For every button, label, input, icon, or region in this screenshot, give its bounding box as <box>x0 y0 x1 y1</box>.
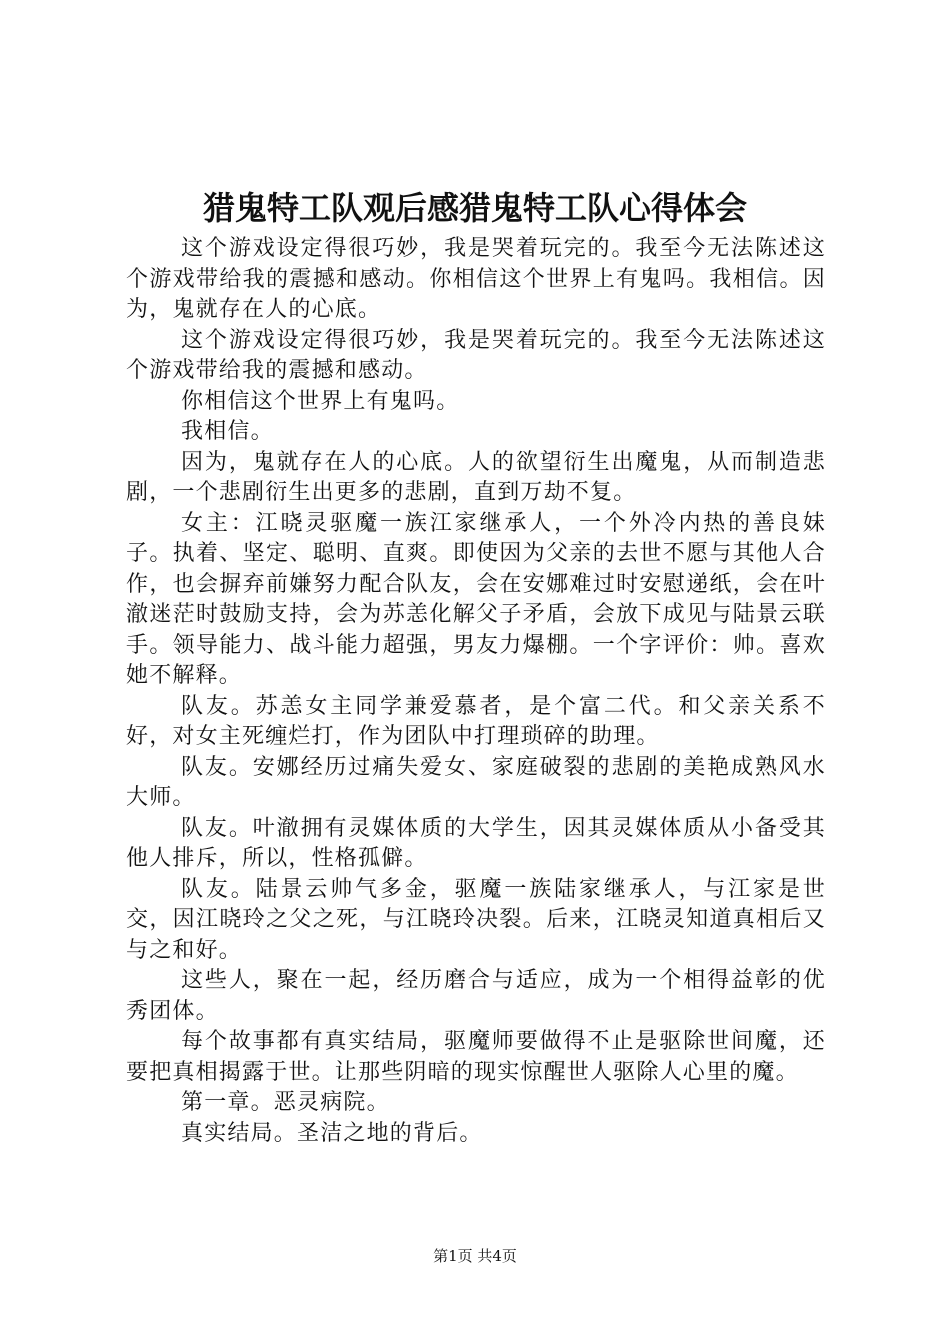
document-title: 猎鬼特工队观后感猎鬼特工队心得体会 <box>202 189 747 227</box>
page-number-footer: 第1页 共4页 <box>433 1247 517 1265</box>
paragraph: 真实结局。圣洁之地的背后。 <box>181 1120 483 1146</box>
paragraph: 队友。陆景云帅气多金，驱魔一族陆家继承人，与江家是世交，因江晓玲之父之死，与江晓玲决裂。后来，江晓灵知道真相后又与之和好。 <box>126 876 826 963</box>
paragraph: 每个故事都有真实结局，驱魔师要做得不止是驱除世间魔，还要把真相揭露于世。让那些阴暗的现实惊醒世人驱除人心里的魔。 <box>126 1029 826 1085</box>
paragraph: 第一章。恶灵病院。 <box>181 1090 390 1115</box>
paragraph: 队友。苏恙女主同学兼爱慕者，是个富二代。和父亲关系不好，对女主死缠烂打，作为团队中打理琐碎的助理。 <box>126 693 826 749</box>
paragraph: 这些人，聚在一起，经历磨合与适应，成为一个相得益彰的优秀团体。 <box>126 968 826 1024</box>
paragraph: 这个游戏设定得很巧妙，我是哭着玩完的。我至今无法陈述这个游戏带给我的震撼和感动。 <box>126 327 826 383</box>
document-body <box>126 234 826 1149</box>
paragraph: 因为，鬼就存在人的心底。人的欲望衍生出魔鬼，从而制造悲剧，一个悲剧衍生出更多的悲剧，直到万劫不复。 <box>126 449 826 505</box>
paragraph: 队友。叶澈拥有灵媒体质的大学生，因其灵媒体质从小备受其他人排斥，所以，性格孤僻。 <box>126 815 826 871</box>
paragraph: 你相信这个世界上有鬼吗。 <box>181 388 460 414</box>
paragraph: 我相信。 <box>181 419 274 444</box>
paragraph: 队友。安娜经历过痛失爱女、家庭破裂的悲剧的美艳成熟风水大师。 <box>126 754 826 810</box>
paragraph: 这个游戏设定得很巧妙，我是哭着玩完的。我至今无法陈述这个游戏带给我的震撼和感动。你相信这个世界上有鬼吗。我相信。因为，鬼就存在人的心底。 <box>126 236 826 322</box>
paragraph: 女主：江晓灵驱魔一族江家继承人，一个外冷内热的善良妹子。执着、坚定、聪明、直爽。即使因为父亲的去世不愿与其他人合作，也会摒弃前嫌努力配合队友，会在安娜难过时安慰递纸，会在叶澈迷茫时鼓励支持，会为苏恙化解父子矛盾，会放下成见与陆景云联手。领导能力、战斗能力超强，男友力爆棚。一个字评价：帅。喜欢她不解释。 <box>126 510 826 688</box>
